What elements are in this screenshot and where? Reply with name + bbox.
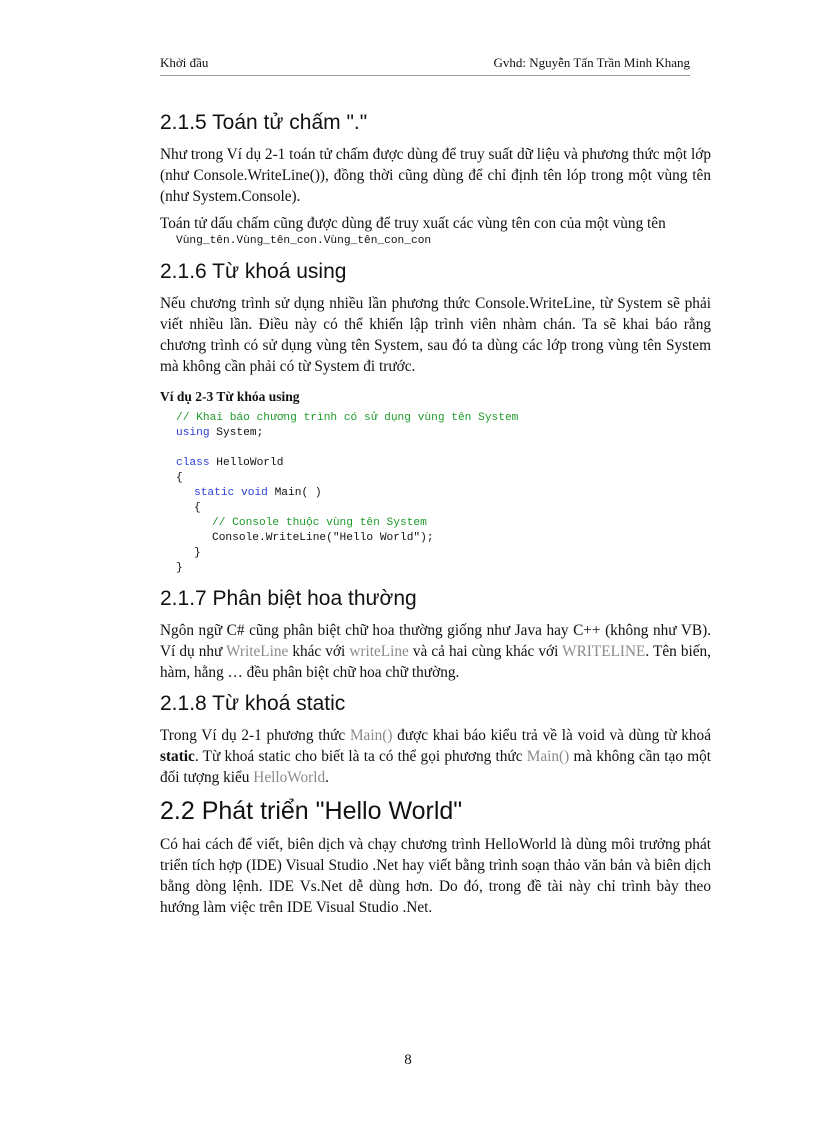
text: khác với — [288, 643, 350, 660]
code-line: { — [176, 472, 183, 484]
header-chapter: Khởi đầu — [160, 55, 209, 70]
code-comment: // Console thuộc vùng tên System — [212, 517, 427, 529]
paragraph: Nếu chương trình sử dụng nhiều lần phương thức Console.WriteLine, từ System sẽ phải viết nhiều lần. Điều này có thể khiến lập trình viên nhàm chán. Ta sẽ khai báo rằng chương trình có sử dụng vùng tên System, sau đó ta dùng các lớp trong vùng tên System mà không cần phải có từ System đi trước. — [160, 295, 711, 375]
code-line: } — [194, 547, 201, 559]
page-number: 8 — [404, 1052, 412, 1068]
code-keyword: using — [176, 427, 210, 439]
code-line — [176, 456, 711, 471]
text: mà không cần tạo một đối tượng kiểu — [160, 748, 711, 786]
header-instructor: Gvhd: Nguyễn Tấn Trần Minh Khang — [493, 55, 690, 70]
example-caption: Ví dụ 2-3 Từ khóa using — [160, 389, 300, 404]
text: . — [325, 769, 329, 786]
section-heading-2-1-7: 2.1.7 Phân biệt hoa thường — [160, 587, 417, 610]
section-heading-2-1-6: 2.1.6 Từ khoá using — [160, 260, 347, 283]
text: . Tên biến, hàm, hằng … đều phân biệt chữ hoa chữ thường. — [160, 643, 711, 681]
page-content — [160, 108, 711, 924]
code-line — [176, 426, 711, 441]
paragraph — [160, 725, 711, 788]
text: được khai báo kiểu trả về là void và dùng từ khoá — [392, 727, 711, 744]
code-line: Vùng_tên.Vùng_tên_con.Vùng_tên_con_con — [176, 235, 432, 247]
code-block — [176, 411, 711, 576]
code-comment: // Khai báo chương trình có sử dụng vùng tên System — [176, 412, 519, 424]
text: Ngôn ngữ C# cũng phân biệt chữ hoa thường giống như Java hay C++ (không như VB). Ví dụ như — [160, 622, 711, 660]
identifier: WriteLine — [226, 643, 289, 660]
text: và cả hai cùng khác với — [408, 643, 563, 660]
bold-keyword: static — [160, 748, 195, 765]
paragraph: Có hai cách để viết, biên dịch và chạy chương trình HelloWorld là dùng môi trưởng phát triển tích hợp (IDE) Visual Studio .Net hay viết bằng trình soạn thảo văn bản và biên dịch bằng dòng lệnh. IDE Vs.Net dễ dùng hơn. Do đó, trong đề tài này chỉ trình bày theo hướng làm việc trên IDE Visual Studio .Net. — [160, 836, 711, 916]
text: . Từ khoá static cho biết là ta có thể gọi phương thức — [194, 748, 527, 765]
identifier: Main() — [526, 748, 570, 765]
page-header — [160, 55, 690, 76]
identifier: WRITELINE — [562, 643, 646, 660]
section-heading-2-1-5: 2.1.5 Toán tử chấm "." — [160, 111, 368, 134]
code-text: Main( ) — [267, 487, 322, 499]
code-keyword: void — [241, 487, 268, 499]
identifier: Main() — [349, 727, 393, 744]
identifier: writeLine — [349, 643, 409, 660]
paragraph: Toán tử dấu chấm cũng được dùng để truy xuất các vùng tên con của một vùng tên — [160, 215, 666, 232]
paragraph: Như trong Ví dụ 2-1 toán tử chấm được dùng để truy suất dữ liệu và phương thức một lớp (như Console.WriteLine()), đồng thời cũng dùng để chỉ định tên lóp trong một vùng tên (như System.Console). — [160, 146, 711, 205]
code-blank-line — [176, 441, 711, 456]
code-line — [176, 486, 711, 501]
code-snippet — [176, 234, 711, 249]
code-keyword: class — [176, 457, 210, 469]
code-line: Console.WriteLine("Hello World"); — [212, 532, 434, 544]
code-line: { — [194, 502, 201, 514]
code-line: } — [176, 562, 183, 574]
code-keyword: static — [194, 487, 235, 499]
section-heading-2-1-8: 2.1.8 Từ khoá static — [160, 692, 346, 715]
paragraph — [160, 620, 711, 683]
code-text: System; — [209, 427, 264, 439]
text: Trong Ví dụ 2-1 phương thức — [160, 727, 350, 744]
section-heading-2-2: 2.2 Phát triển "Hello World" — [160, 797, 463, 825]
identifier: HelloWorld — [253, 769, 326, 786]
code-text: HelloWorld — [209, 457, 284, 469]
